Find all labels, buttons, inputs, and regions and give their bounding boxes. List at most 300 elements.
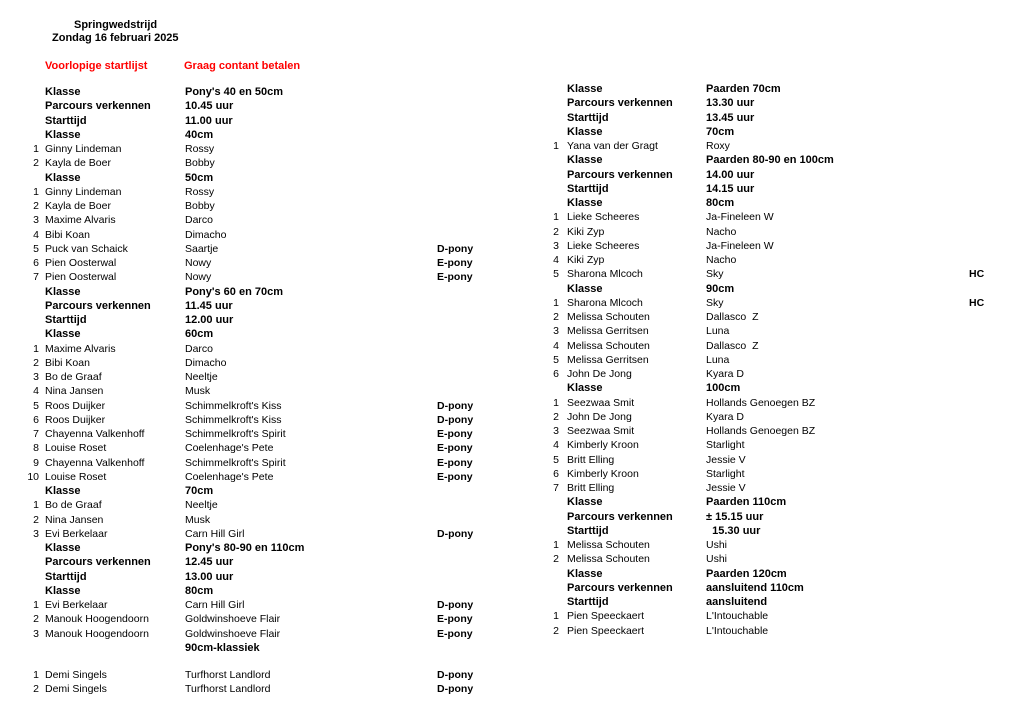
class-info-row (553, 125, 1013, 139)
startlist-entry (553, 253, 1013, 267)
class-info-row (553, 595, 1013, 609)
startlist-entry (553, 239, 1013, 253)
entry-number: 2 (553, 553, 559, 566)
entry-number: 1 (33, 599, 39, 611)
class-info-row (31, 327, 511, 341)
rider-name: Melissa Schouten (567, 553, 650, 566)
horse-name: Musk (185, 513, 211, 526)
horse-name: Turfhorst Landlord (185, 669, 271, 681)
right-startlist (553, 82, 1013, 638)
info-label: Klasse (567, 382, 603, 395)
entry-number: 4 (33, 228, 39, 241)
horse-name: Darco (185, 342, 214, 355)
info-value: Pony's 60 en 70cm (185, 285, 284, 298)
class-info-row (31, 484, 511, 498)
startlist-entry (31, 242, 511, 256)
rider-name: Melissa Schouten (567, 539, 650, 551)
spacer (31, 655, 511, 668)
rider-name: Chayenna Valkenhoff (45, 456, 145, 469)
startlist-entry (31, 185, 511, 199)
entry-number: 1 (553, 396, 559, 409)
entry-number: 2 (33, 200, 39, 212)
horse-name: Coelenhage's Pete (185, 470, 274, 483)
class-info-row (553, 153, 1013, 167)
startlist-entry (31, 270, 511, 284)
rider-name: Lieke Scheeres (567, 239, 640, 252)
class-info-row (553, 82, 1013, 96)
info-value: ± 15.15 uur (706, 510, 764, 523)
info-label: Klasse (45, 171, 81, 184)
rider-name: Maxime Alvaris (45, 214, 116, 227)
category-tag: D-pony (437, 242, 474, 255)
info-label: Klasse (567, 154, 603, 167)
horse-name: Starlight (706, 439, 745, 452)
info-value: 70cm (185, 485, 214, 497)
horse-name: Schimmelkroft's Kiss (185, 399, 282, 412)
info-value: 11.45 uur (185, 299, 233, 312)
class-info-row (31, 128, 511, 142)
horse-name: Starlight (706, 467, 745, 480)
entry-number: 5 (553, 353, 559, 366)
entry-number: 2 (553, 410, 559, 423)
info-label: Klasse (45, 86, 81, 98)
class-info-row (31, 570, 511, 584)
startlist-entry (553, 225, 1013, 239)
info-label: Starttijd (567, 182, 609, 195)
info-label: Parcours verkennen (45, 556, 151, 569)
class-info-row (553, 567, 1013, 581)
info-value: 15.30 uur (706, 524, 761, 537)
class-info-row (31, 541, 511, 555)
startlist-entry (31, 142, 511, 156)
class-info-row (553, 168, 1013, 182)
info-value: 40cm (185, 128, 214, 141)
info-value: 80cm (185, 584, 214, 597)
entry-number: 6 (553, 467, 559, 480)
horse-name: Carn Hill Girl (185, 599, 245, 611)
startlist-entry (553, 552, 1013, 566)
info-value: 13.00 uur (185, 570, 234, 583)
startlist-entry (31, 356, 511, 370)
category-tag: E-pony (437, 442, 473, 455)
horse-name: Luna (706, 353, 730, 366)
horse-name: Schimmelkroft's Kiss (185, 413, 282, 426)
info-value: Paarden 80-90 en 100cm (706, 154, 834, 167)
entry-number: 3 (33, 371, 39, 383)
rider-name: Britt Elling (567, 453, 615, 466)
startlist-entry (31, 384, 511, 398)
horse-name: Dallasco Z (706, 339, 759, 352)
horse-name: Carn Hill Girl (185, 527, 245, 540)
horse-name: Rossy (185, 185, 215, 198)
horse-name: Nowy (185, 257, 212, 269)
info-label: Klasse (45, 285, 81, 298)
startlist-entry (553, 324, 1013, 338)
rider-name: Bibi Koan (45, 356, 90, 369)
horse-name: Ushi (706, 539, 728, 551)
startlist-entry (31, 598, 511, 612)
info-value: Pony's 80-90 en 110cm (185, 542, 305, 554)
event-date: Zondag 16 februari 2025 (52, 32, 179, 44)
entry-number: 2 (33, 513, 39, 526)
entry-number: 1 (553, 539, 559, 551)
info-value: 11.00 uur (185, 114, 233, 127)
horse-name: L'Intouchable (706, 610, 769, 623)
startlist-entry (31, 668, 511, 682)
info-label: Starttijd (45, 114, 87, 127)
rider-name: Ginny Lindeman (45, 185, 122, 198)
rider-name: Evi Berkelaar (45, 599, 108, 611)
entry-number: 8 (33, 442, 39, 455)
rider-name: Nina Jansen (45, 513, 104, 526)
category-tag: E-pony (437, 428, 473, 440)
horse-name: Dimacho (185, 228, 227, 241)
entry-number: 4 (553, 339, 559, 352)
horse-name: Neeltje (185, 371, 218, 383)
rider-name: Louise Roset (45, 470, 107, 483)
info-value: 13.30 uur (706, 97, 755, 110)
entry-number: 3 (33, 527, 39, 540)
rider-name: Roos Duijker (45, 413, 106, 426)
class-info-row (553, 196, 1013, 210)
info-value: 100cm (706, 382, 741, 395)
startlist-entry (31, 228, 511, 242)
horse-name: Saartje (185, 242, 219, 255)
rider-name: Britt Elling (567, 482, 615, 494)
entry-number: 1 (33, 499, 39, 512)
rider-name: Yana van der Gragt (567, 140, 658, 152)
entry-number: 1 (33, 185, 39, 198)
class-info-row (553, 510, 1013, 524)
startlist-entry (553, 438, 1013, 452)
horse-name: Roxy (706, 140, 730, 152)
rider-name: Pien Speeckaert (567, 610, 645, 623)
info-label: Starttijd (45, 314, 87, 326)
startlist-entry (31, 256, 511, 270)
entry-number: 2 (553, 624, 559, 637)
class-info-row (31, 555, 511, 569)
rider-name: Kimberly Kroon (567, 439, 639, 452)
entry-number: 2 (33, 157, 39, 170)
category-tag: HC (969, 296, 985, 309)
info-label: Klasse (567, 567, 603, 580)
rider-name: Kayla de Boer (45, 200, 111, 212)
info-label: Starttijd (567, 111, 609, 124)
rider-name: Demi Singels (45, 669, 107, 681)
rider-name: Pien Oosterwal (45, 257, 117, 269)
entry-number: 4 (553, 439, 559, 452)
info-label: Klasse (567, 125, 603, 138)
provisional-startlist-note: Voorlopige startlijst (45, 60, 148, 72)
category-tag: E-pony (437, 613, 473, 626)
entry-number: 5 (553, 268, 559, 281)
entry-number: 9 (33, 456, 39, 469)
class-info-row (553, 381, 1013, 395)
info-value: aansluitend 110cm (706, 581, 804, 594)
entry-number: 4 (553, 254, 559, 266)
info-label: Klasse (567, 282, 603, 295)
rider-name: Kiki Zyp (567, 254, 605, 266)
rider-name: Bibi Koan (45, 228, 90, 241)
horse-name: Jessie V (706, 482, 746, 494)
horse-name: Bobby (185, 200, 215, 212)
startlist-entry (31, 399, 511, 413)
info-label: Starttijd (567, 524, 609, 537)
rider-name: Evi Berkelaar (45, 527, 108, 540)
info-label: Parcours verkennen (45, 299, 151, 312)
info-label: Klasse (45, 542, 81, 554)
startlist-entry (31, 441, 511, 455)
info-label: Klasse (45, 328, 81, 341)
class-info-row (31, 99, 511, 113)
info-label: Parcours verkennen (45, 100, 151, 113)
entry-number: 1 (553, 610, 559, 623)
class-info-row (553, 581, 1013, 595)
info-value: Paarden 110cm (706, 496, 787, 509)
info-label: Klasse (45, 128, 81, 141)
info-label: Klasse (45, 485, 81, 497)
info-value: Paarden 70cm (706, 83, 781, 95)
horse-name: Kyara D (706, 410, 744, 423)
rider-name: Lieke Scheeres (567, 211, 640, 224)
info-label: Parcours verkennen (567, 168, 673, 181)
rider-name: Bo de Graaf (45, 371, 102, 383)
rider-name: Kayla de Boer (45, 157, 111, 170)
startlist-entry (31, 156, 511, 170)
entry-number: 6 (33, 413, 39, 426)
category-tag: HC (969, 268, 985, 281)
startlist-entry (553, 609, 1013, 623)
class-info-row (553, 111, 1013, 125)
rider-name: Melissa Schouten (567, 339, 650, 352)
rider-name: Seezwaa Smit (567, 425, 635, 437)
horse-name: Sky (706, 296, 724, 309)
horse-name: Hollands Genoegen BZ (706, 425, 816, 437)
class-info-row (553, 96, 1013, 110)
startlist-entry (31, 527, 511, 541)
cash-payment-note: Graag contant betalen (184, 60, 301, 72)
startlist-entry (31, 213, 511, 227)
rider-name: Melissa Schouten (567, 311, 650, 323)
class-info-row (553, 282, 1013, 296)
rider-name: John De Jong (567, 368, 632, 380)
startlist-entry (553, 396, 1013, 410)
category-tag: D-pony (437, 413, 474, 426)
startlist-entry (31, 612, 511, 626)
category-tag: E-pony (437, 627, 473, 640)
startlist-entry (553, 538, 1013, 552)
info-label: Klasse (45, 584, 81, 597)
info-value: 12.00 uur (185, 314, 234, 326)
class-info-row (31, 584, 511, 598)
rider-name: Pien Oosterwal (45, 271, 117, 284)
entry-number: 1 (33, 342, 39, 355)
info-value: 70cm (706, 125, 735, 138)
rider-name: Kimberly Kroon (567, 467, 639, 480)
rider-name: Roos Duijker (45, 399, 106, 412)
entry-number: 6 (33, 257, 39, 269)
class-info-row (553, 182, 1013, 196)
class-info-row (31, 313, 511, 327)
category-tag: E-pony (437, 470, 473, 483)
rider-name: Sharona Mlcoch (567, 268, 643, 281)
startlist-entry (553, 296, 1013, 310)
horse-name: Schimmelkroft's Spirit (185, 428, 286, 440)
horse-name: Nacho (706, 225, 737, 238)
category-tag: E-pony (437, 257, 473, 269)
entry-number: 7 (553, 482, 559, 494)
rider-name: Manouk Hoogendoorn (45, 613, 149, 626)
rider-name: Manouk Hoogendoorn (45, 627, 149, 640)
horse-name: Goldwinshoeve Flair (185, 627, 281, 640)
rider-name: Maxime Alvaris (45, 342, 116, 355)
class-info-row (31, 114, 511, 128)
left-startlist (27, 85, 511, 697)
entry-number: 5 (553, 453, 559, 466)
startlist-entry (31, 627, 511, 641)
info-value: 90cm-klassiek (185, 641, 260, 654)
entry-number: 2 (33, 683, 39, 696)
category-tag: E-pony (437, 271, 473, 284)
info-label: Klasse (567, 83, 603, 95)
entry-number: 1 (553, 211, 559, 224)
category-tag: D-pony (437, 599, 474, 611)
info-value: 10.45 uur (185, 100, 234, 113)
entry-number: 5 (33, 399, 39, 412)
horse-name: Ja-Fineleen W (706, 239, 774, 252)
entry-number: 4 (33, 385, 39, 398)
horse-name: Coelenhage's Pete (185, 442, 274, 455)
startlist-entry (553, 453, 1013, 467)
entry-number: 10 (27, 470, 39, 483)
startlist-entry (553, 410, 1013, 424)
entry-number: 3 (33, 214, 39, 227)
entry-number: 7 (33, 428, 39, 440)
entry-number: 1 (33, 143, 39, 155)
startlist-entry (553, 481, 1013, 495)
category-tag: D-pony (437, 527, 474, 540)
class-info-row (31, 641, 511, 655)
startlist-entry (31, 413, 511, 427)
info-value: aansluitend (706, 596, 768, 608)
class-info-row (31, 285, 511, 299)
startlist-entry (553, 310, 1013, 324)
category-tag: E-pony (437, 456, 473, 469)
rider-name: Melissa Gerritsen (567, 353, 649, 366)
startlist-entry (553, 624, 1013, 638)
entry-number: 7 (33, 271, 39, 284)
rider-name: Pien Speeckaert (567, 624, 645, 637)
startlist-entry (31, 370, 511, 384)
class-info-row (553, 524, 1013, 538)
horse-name: Musk (185, 385, 211, 398)
startlist-entry (31, 199, 511, 213)
info-label: Parcours verkennen (567, 581, 673, 594)
horse-name: Goldwinshoeve Flair (185, 613, 281, 626)
startlist-entry (31, 513, 511, 527)
info-value: Paarden 120cm (706, 567, 787, 580)
startlist-entry (553, 139, 1013, 153)
info-value: 12.45 uur (185, 556, 234, 569)
category-tag: D-pony (437, 399, 474, 412)
rider-name: John De Jong (567, 410, 632, 423)
horse-name: Hollands Genoegen BZ (706, 396, 816, 409)
horse-name: Neeltje (185, 499, 218, 512)
class-info-row (31, 299, 511, 313)
startlist-entry (27, 470, 511, 484)
entry-number: 1 (553, 296, 559, 309)
entry-number: 3 (553, 425, 559, 437)
startlist-entry (31, 427, 511, 441)
entry-number: 2 (553, 311, 559, 323)
info-label: Parcours verkennen (567, 510, 673, 523)
rider-name: Melissa Gerritsen (567, 325, 649, 338)
horse-name: Darco (185, 214, 214, 227)
startlist-entry (31, 342, 511, 356)
horse-name: Bobby (185, 157, 215, 170)
startlist-entry (553, 267, 1013, 281)
horse-name: Schimmelkroft's Spirit (185, 456, 286, 469)
rider-name: Kiki Zyp (567, 225, 605, 238)
entry-number: 1 (553, 140, 559, 152)
startlist-entry (31, 456, 511, 470)
entry-number: 5 (33, 242, 39, 255)
horse-name: Ja-Fineleen W (706, 211, 774, 224)
horse-name: Dimacho (185, 356, 227, 369)
info-value: 14.15 uur (706, 182, 755, 195)
info-label: Starttijd (567, 596, 609, 608)
startlist-entry (553, 467, 1013, 481)
entry-number: 2 (33, 356, 39, 369)
entry-number: 6 (553, 368, 559, 380)
startlist-entry (31, 682, 511, 696)
entry-number: 3 (33, 627, 39, 640)
startlist-entry (553, 210, 1013, 224)
horse-name: Nacho (706, 254, 737, 266)
info-value: Pony's 40 en 50cm (185, 86, 284, 98)
rider-name: Puck van Schaick (45, 242, 128, 255)
rider-name: Demi Singels (45, 683, 107, 696)
rider-name: Seezwaa Smit (567, 396, 635, 409)
class-info-row (31, 85, 511, 99)
class-info-row (31, 171, 511, 185)
info-value: 80cm (706, 197, 735, 209)
entry-number: 3 (553, 325, 559, 338)
horse-name: Rossy (185, 143, 215, 155)
horse-name: Turfhorst Landlord (185, 683, 271, 696)
entry-number: 2 (553, 225, 559, 238)
rider-name: Louise Roset (45, 442, 107, 455)
entry-number: 2 (33, 613, 39, 626)
info-value: 60cm (185, 328, 214, 341)
startlist-entry (553, 367, 1013, 381)
entry-number: 3 (553, 239, 559, 252)
horse-name: Luna (706, 325, 730, 338)
event-title: Springwedstrijd (74, 19, 158, 31)
info-value: 13.45 uur (706, 111, 755, 124)
rider-name: Bo de Graaf (45, 499, 102, 512)
info-value: 50cm (185, 171, 214, 184)
rider-name: Nina Jansen (45, 385, 104, 398)
class-info-row (553, 495, 1013, 509)
startlist-entry (553, 424, 1013, 438)
rider-name: Ginny Lindeman (45, 143, 122, 155)
entry-number: 1 (33, 669, 39, 681)
horse-name: Jessie V (706, 453, 746, 466)
info-label: Klasse (567, 197, 603, 209)
info-value: 14.00 uur (706, 168, 755, 181)
horse-name: Ushi (706, 553, 728, 566)
